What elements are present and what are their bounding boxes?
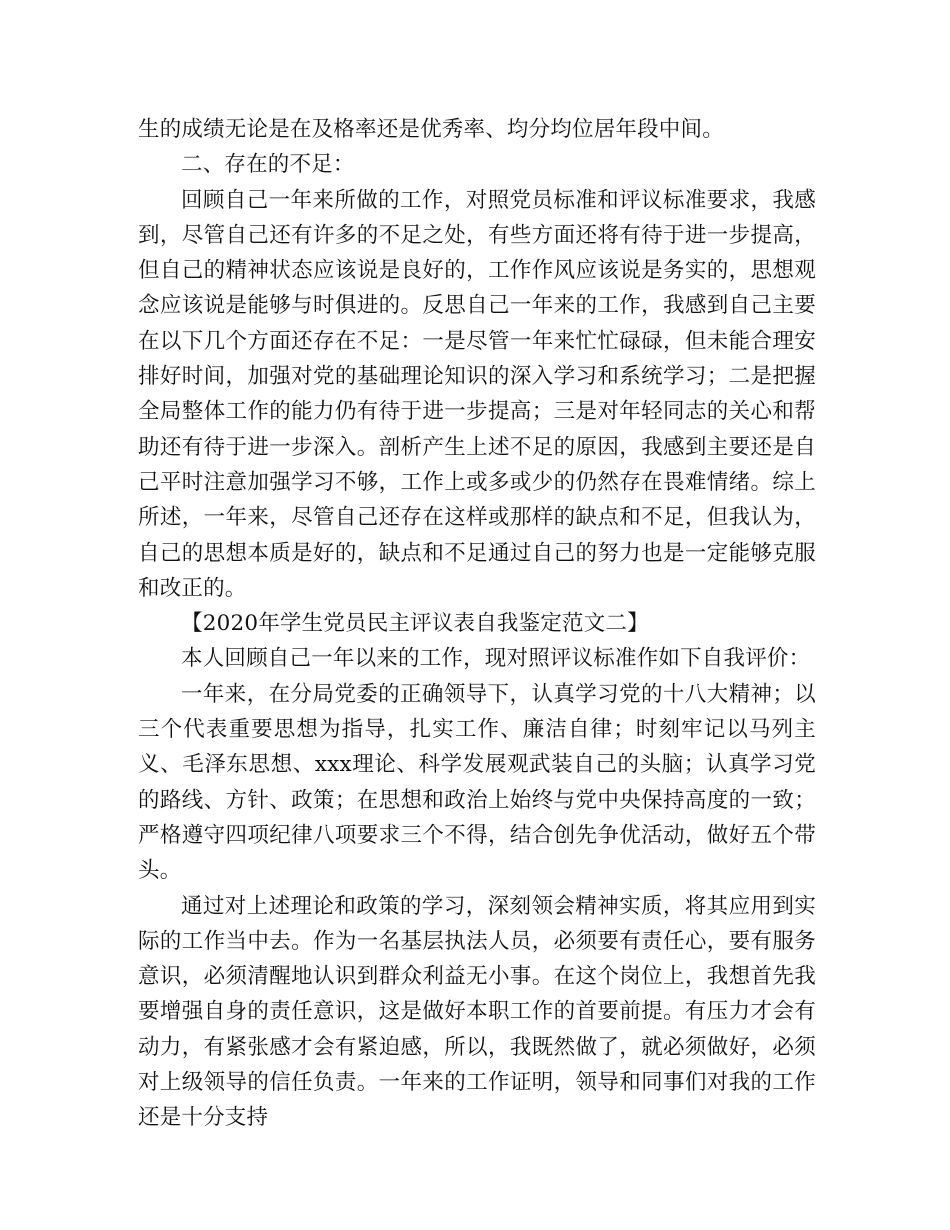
paragraph-work: 通过对上述理论和政策的学习，深刻领会精神实质，将其应用到实际的工作当中去。作为一名基层执法人员，必须要有责任心，要有服务意识，必须清醒地认识到群众利益无小事。在这个岗位上，我想首先我要增强自身的责任意识，这是做好本职工作的首要前提。有压力才会有动力，有紧张感才会有紧迫感，所以，我既然做了，就必须做好，必须对上级领导的信任负责。一年来的工作证明，领导和同事们对我的工作还是十分支持 bbox=[138, 893, 816, 1131]
paragraph-study: 一年来，在分局党委的正确领导下，认真学习党的十八大精神；以三个代表重要思想为指导，扎实工作、廉洁自律；时刻牢记以马列主义、毛泽东思想、xxx理论、科学发展观武装自己的头脑；认真学习党的路线、方针、政策；在思想和政治上始终与党中央保持高度的一致；严格遵守四项纪律八项要求三个不得，结合创先争优活动，做好五个带头。 bbox=[138, 681, 816, 884]
paragraph-continuation: 生的成绩无论是在及格率还是优秀率、均分均位居年段中间。 bbox=[138, 117, 724, 142]
paragraph-intro: 本人回顾自己一年以来的工作，现对照评议标准作如下自我评价： bbox=[181, 646, 811, 672]
document-page bbox=[138, 112, 816, 1136]
paragraph-shortcomings: 回顾自己一年来所做的工作，对照党员标准和评议标准要求，我感到，尽管自己还有许多的不足之处，有些方面还将有待于进一步提高，但自己的精神状态应该说是良好的，工作作风应该说是务实的，思想观念应该说是能够与时俱进的。反思自己一年来的工作，我感到自己主要在以下几个方面还存在不足：一是尽管一年来忙忙碌碌，但未能合理安排好时间，加强对党的基础理论知识的深入学习和系统学习；二是把握全局整体工作的能力仍有待于进一步提高；三是对年轻同志的关心和帮助还有待于进一步深入。剖析产生上述不足的原因，我感到主要还是自己平时注意加强学习不够，工作上或多或少的仍然存在畏难情绪。综上所述，一年来，尽管自己还存在这样或那样的缺点和不足，但我认为，自己的思想本质是好的，缺点和不足通过自己的努力也是一定能够克服和改正的。 bbox=[138, 187, 816, 601]
section-heading-shortcomings: 二、存在的不足： bbox=[181, 152, 355, 178]
section-heading-sample-two: 【2020年学生党员民主评议表自我鉴定范文二】 bbox=[181, 611, 649, 637]
